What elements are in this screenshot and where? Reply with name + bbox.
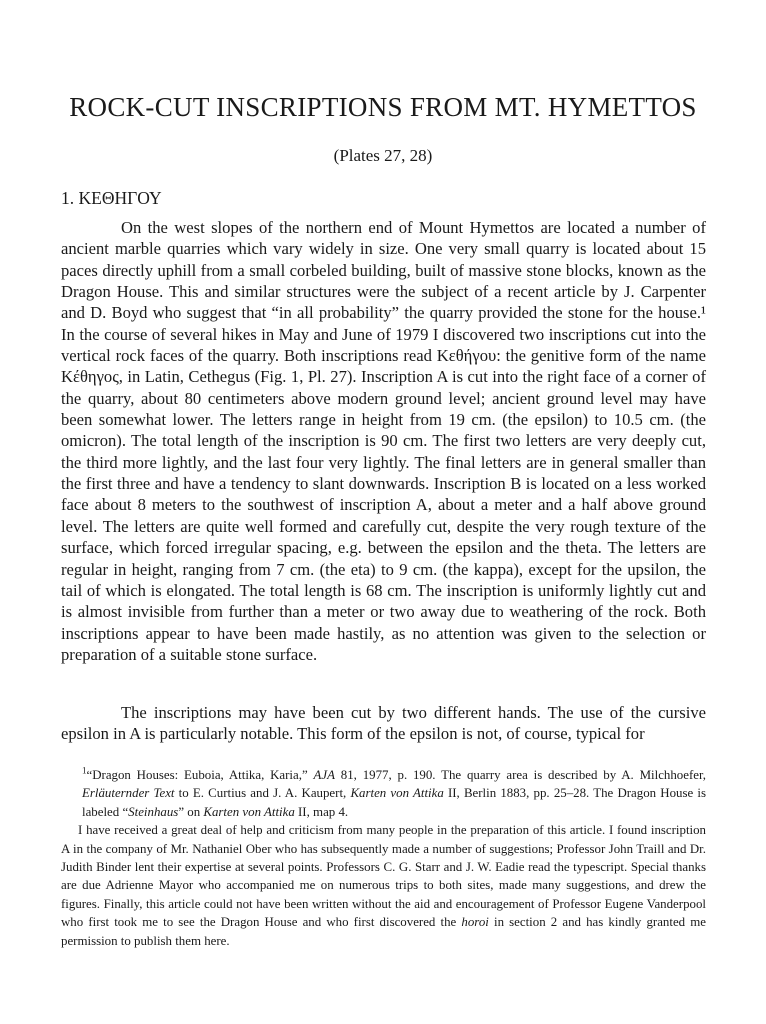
footnote-1 (82, 766, 706, 821)
plates-subtitle: (Plates 27, 28) (333, 146, 433, 165)
body-paragraph: On the west slopes of the northern end of Mount Hymettos are located a number of ancient marble quarries which vary widely in size. One very small quarry is located about 15 paces directly uphill from a small corbeled building, built of massive stone blocks, known as the Dragon House. This and similar structures were the subject of a recent article by J. Carpenter and D. Boyd who suggest that “in all probability” the quarry provided the stone for the house.¹ In the course of several hikes in May and June of 1979 I discovered two inscriptions cut into the vertical rock faces of the quarry. Both inscriptions read Κεθήγου: the genitive form of the name Κέθηγος, in Latin, Cethegus (Fig. 1, Pl. 27). Inscription A is cut into the right face of a corner of the quarry, about 80 centimeters above modern ground level; ancient ground level may have been somewhat lower. The letters range in height from 19 cm. (the epsilon) to 10.5 cm. (the omicron). The total length of the inscription is 90 cm. The first two letters are very deeply cut, the third more lightly, and the last four very lightly. The final letters are in general smaller than the first three and have a tendency to slant downwards. Inscription B is located on a less worked face about 8 meters to the southwest of inscription A, about a meter and a half above ground level. The letters are quite well formed and carefully cut, despite the very rough texture of the surface, which forced irregular spacing, e.g. between the epsilon and the theta. The letters are regular in height, ranging from 7 cm. (the eta) to 9 cm. (the kappa), except for the upsilon, the tail of which is elongated. The total length is 68 cm. The inscription is uniformly lightly cut and is almost invisible from further than a meter or two away due to weathering of the rock. Both inscriptions appear to have been made hastily, as no attention was given to the selection or preparation of a suitable stone surface. (61, 218, 706, 664)
section-heading: 1. ΚΕΘΗΓΟΥ (61, 188, 162, 208)
footnote-text: to E. Curtius and J. A. Kaupert, (174, 786, 351, 801)
footnote-italic: Steinhaus (128, 804, 179, 819)
footnote-text: ” on (178, 804, 204, 819)
acknowledgement-note (61, 821, 706, 950)
footnote-marker: 1 (82, 765, 87, 776)
footnote-italic: Erläuternder Text (82, 786, 175, 801)
footnote-text: II, map 4. (294, 804, 349, 819)
footnote-italic: Karten von Attika (203, 804, 295, 819)
body-paragraph: The inscriptions may have been cut by two different hands. The use of the cursive epsilon in A is particularly notable. This form of the epsilon is not, of course, typical for (61, 703, 706, 744)
footnote-text: in section 2 and has kindly granted me permission to publish them here. (61, 915, 706, 948)
footnote-text: 81, 1977, p. 190. The quarry area is described by A. Milchhoefer, (334, 768, 706, 782)
footnotes (61, 765, 706, 950)
footnote-text: II, Berlin 1883, pp. 25–28. The Dragon House is labeled “ (82, 786, 706, 819)
footnote-italic: Karten von Attika (350, 786, 444, 801)
footnote-text: “Dragon Houses: Euboia, Attika, Karia,” (86, 768, 314, 782)
footnote-italic: AJA (313, 768, 335, 782)
page-title: ROCK-CUT INSCRIPTIONS FROM MT. HYMETTOS (69, 92, 697, 122)
footnote-text: I have received a great deal of help and criticism from many people in the preparation of this article. I found inscription A in the company of Mr. Nathaniel Ober who has subsequently made a number of suggestions; Professor John Traill and Dr. Judith Binder lent their expertise at several points. Professors C. G. Starr and J. W. Eadie read the typescript. Special thanks are due Adrienne Mayor who accompanied me on numerous trips to both sites, made many suggestions, and drew the figures. Finally, this article could not have been written without the aid and encouragement of Professor Eugene Vanderpool who first took me to see the Dragon House and who first discovered the (61, 823, 706, 930)
footnote-italic: horoi (461, 915, 489, 930)
